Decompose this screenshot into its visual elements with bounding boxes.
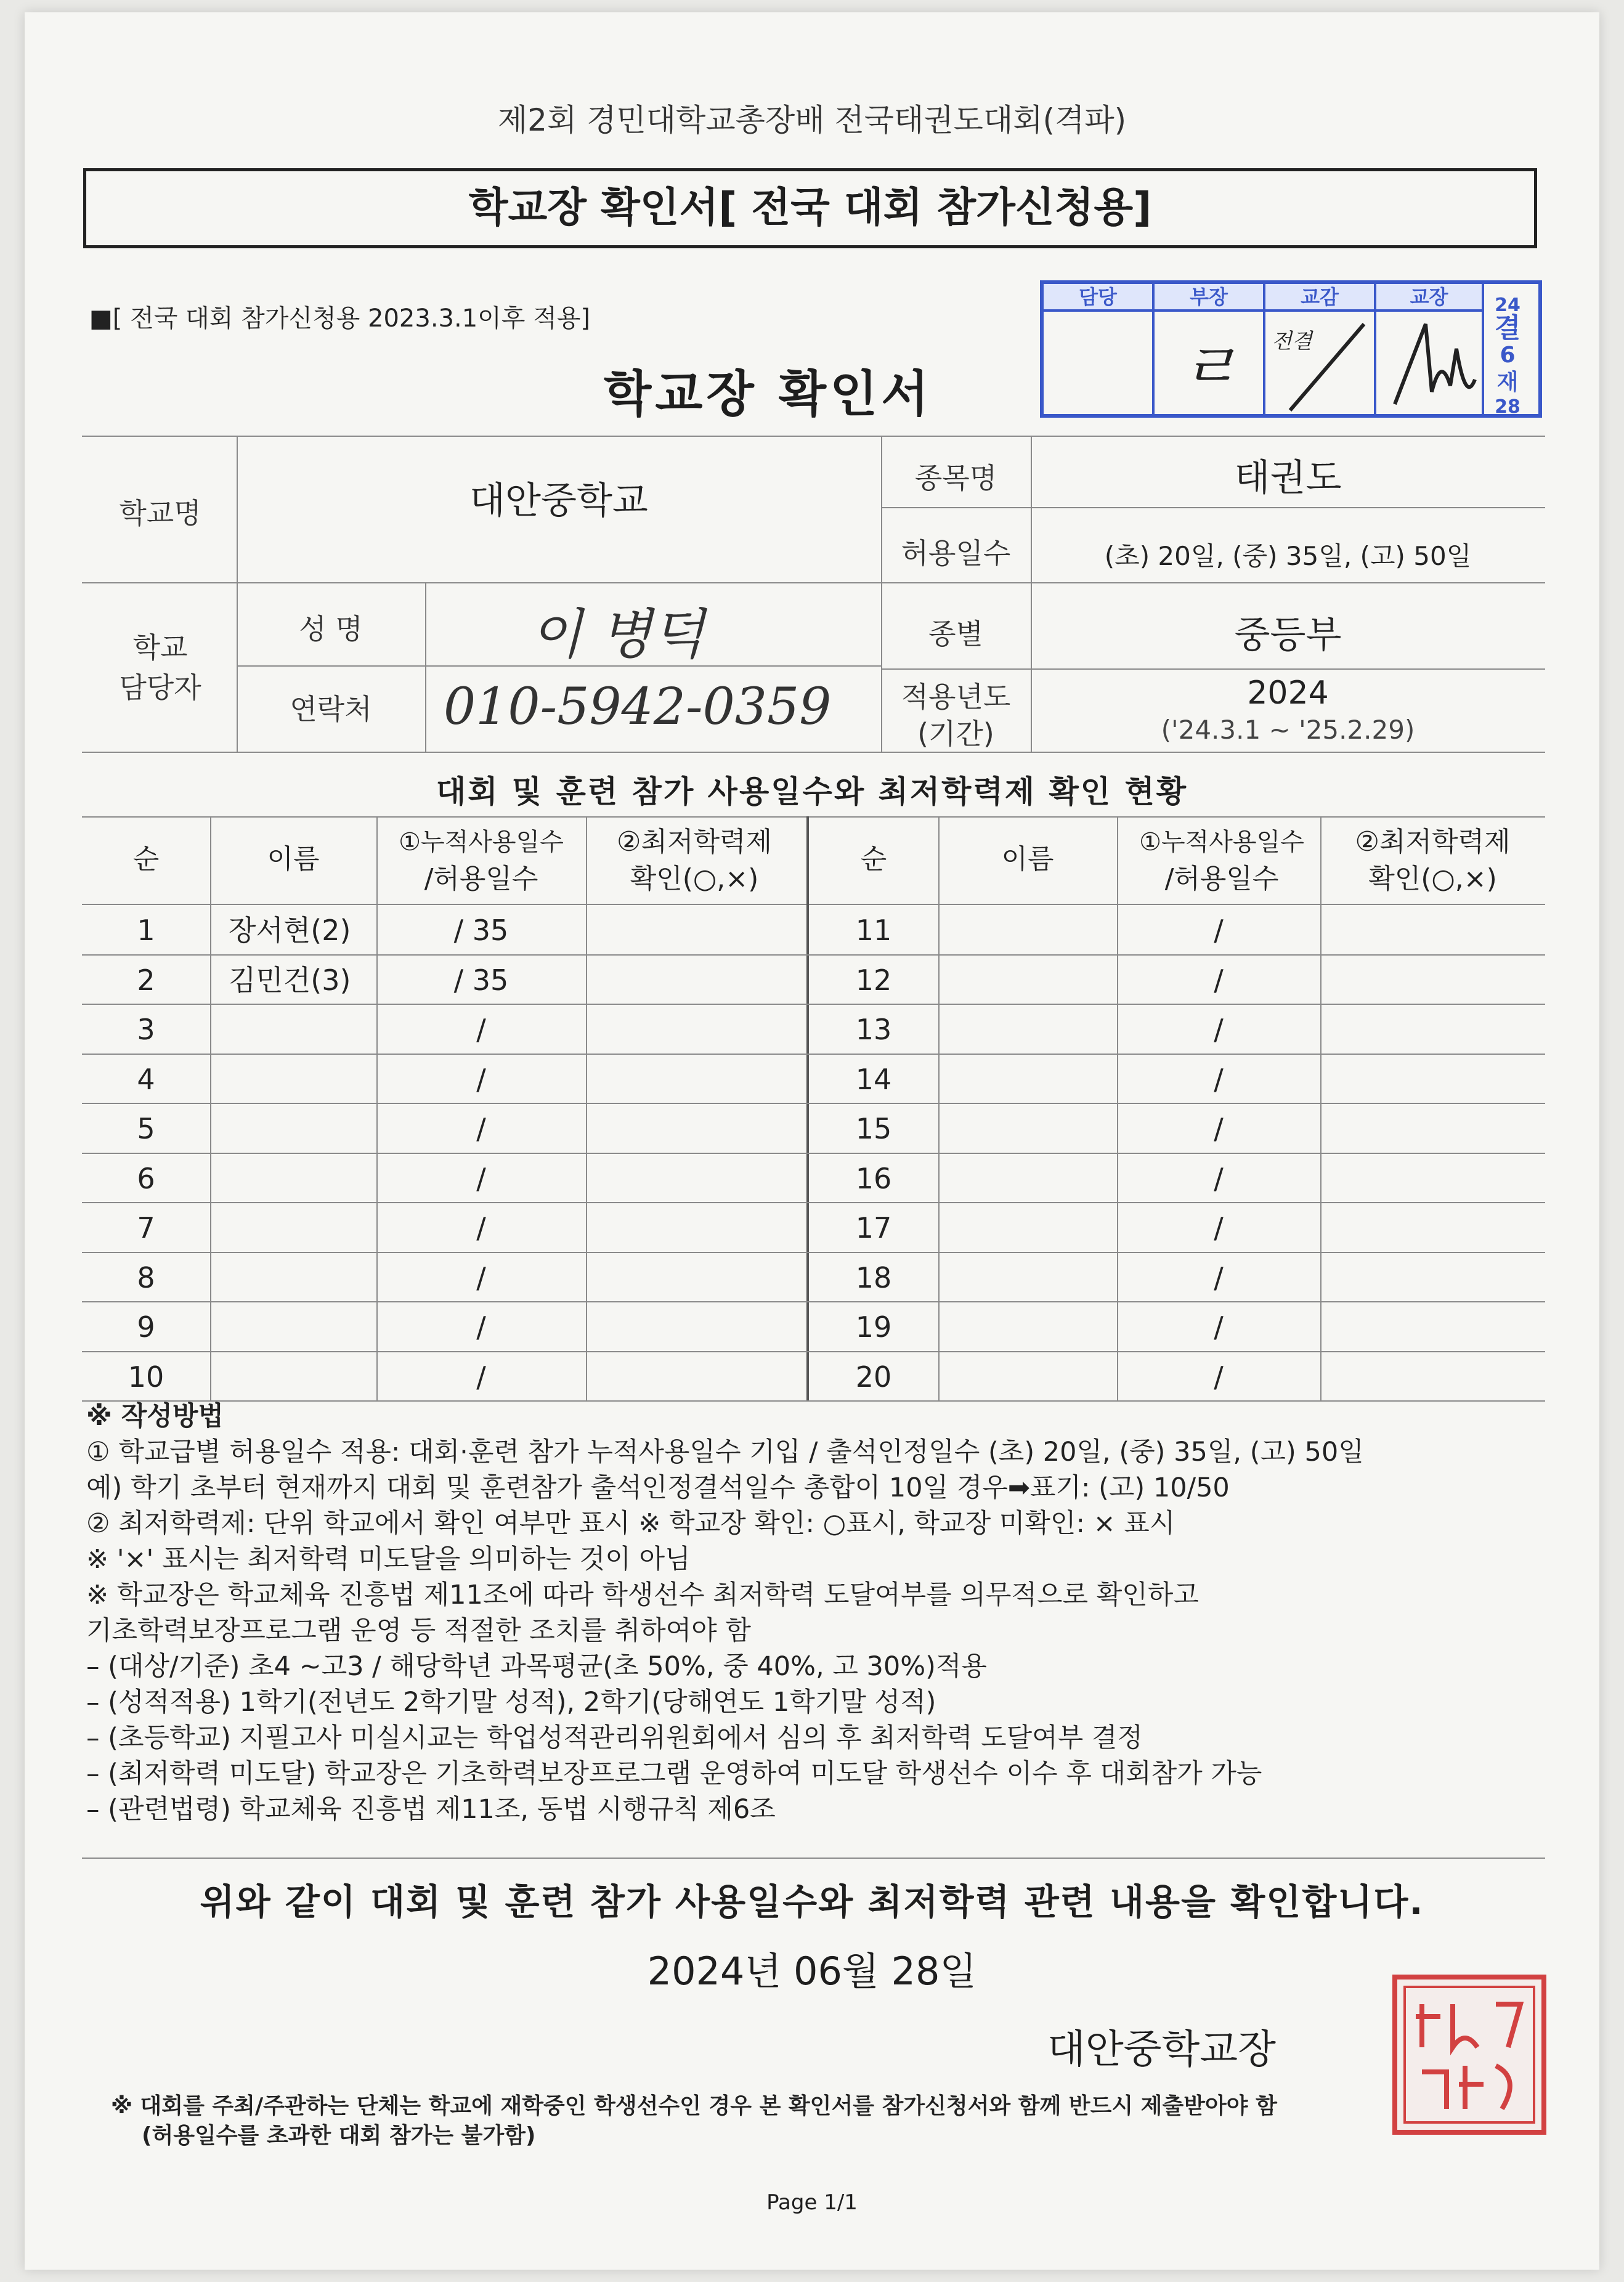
info-border-bottom <box>82 752 1545 753</box>
instruction-line: – (최저학력 미도달) 학교장은 기초학력보장프로그램 운영하여 미도달 학생선수 이수 후 대회참가 가능 <box>86 1758 1262 1789</box>
row-number: 7 <box>137 1211 155 1245</box>
row-number: 8 <box>137 1261 155 1294</box>
student-name: 김민건(3) <box>229 963 351 997</box>
grid-header-bottom <box>82 904 1545 905</box>
header-days-left-2: /허용일수 <box>424 863 538 895</box>
manager-label-2: 담당자 <box>119 671 201 704</box>
stamp-cell-principal <box>1376 312 1484 414</box>
category-label: 종별 <box>928 617 983 651</box>
signature-stroke <box>1284 318 1370 416</box>
stamp-year: 24 <box>1495 294 1520 316</box>
days-used: / <box>1214 1062 1224 1096</box>
days-used: / <box>1214 1112 1224 1145</box>
grid-vline <box>586 816 587 1402</box>
days-used: / <box>1214 1013 1224 1046</box>
row-number: 11 <box>855 914 892 947</box>
row-number: 6 <box>137 1161 155 1195</box>
days-used: / 35 <box>453 963 509 997</box>
allowed-days-label: 허용일수 <box>901 537 1011 570</box>
header-check-right-1: ②최저학력제 <box>1355 826 1511 858</box>
table-row-line <box>82 1301 1545 1302</box>
sport-label: 종목명 <box>914 461 997 495</box>
contact-label: 연락처 <box>290 692 372 726</box>
row-number: 3 <box>137 1013 155 1046</box>
stamp-header-principal: 교장 <box>1376 284 1484 312</box>
header-no-right: 순 <box>860 843 887 875</box>
signature-principal <box>1382 312 1481 416</box>
header-name-left: 이름 <box>267 843 320 875</box>
stamp-side-1: 결 <box>1494 312 1521 344</box>
info-line <box>82 582 1545 583</box>
category-value: 중등부 <box>1234 614 1342 657</box>
days-used: / <box>476 1112 486 1145</box>
stamp-side-date <box>1477 284 1538 418</box>
instruction-line: 예) 학기 초부터 현재까지 대회 및 훈련참가 출석인정결석일수 총합이 10일 경우➡표기: (고) 10/50 <box>86 1472 1230 1503</box>
row-number: 16 <box>855 1161 892 1195</box>
table-row-line <box>82 1153 1545 1154</box>
confirmation-statement: 위와 같이 대회 및 훈련 참가 사용일수와 최저학력 관련 내용을 확인합니다. <box>200 1881 1424 1923</box>
table-row-line <box>82 954 1545 956</box>
row-number: 20 <box>855 1360 892 1394</box>
year-label-2: (기간) <box>917 717 994 750</box>
header-days-right-1: ①누적사용일수 <box>1139 828 1304 856</box>
stamp-header-staff: 담당 <box>1044 284 1155 312</box>
days-used: / <box>1214 1261 1224 1294</box>
row-number: 12 <box>855 963 892 997</box>
stamp-header-vice: 교감 <box>1265 284 1376 312</box>
instruction-line: ※ '×' 표시는 최저학력 미도달을 의미하는 것이 아님 <box>86 1544 691 1575</box>
table-row-line <box>82 1004 1545 1005</box>
grid-vline <box>1320 816 1322 1402</box>
principal-seal <box>1392 1975 1546 2135</box>
days-used: / <box>476 1062 486 1096</box>
instruction-line: – (관련법령) 학교체육 진흥법 제11조, 동법 시행규칙 제6조 <box>86 1794 776 1825</box>
contact-handwritten: 010-5942-0359 <box>444 678 832 736</box>
notes-divider <box>82 1858 1545 1859</box>
instructions <box>86 1399 1553 1827</box>
instruction-line: – (대상/기준) 초4 ~고3 / 해당학년 과목평균(초 50%, 중 40%, 고 30%)적용 <box>86 1651 987 1682</box>
row-number: 2 <box>137 963 155 997</box>
info-line <box>881 507 1545 508</box>
footnote-line-2: (허용일수를 초과한 대회 참가는 불가함) <box>142 2123 536 2148</box>
header-name-right: 이름 <box>1001 843 1054 875</box>
days-used: / <box>476 1013 486 1046</box>
days-used: / 35 <box>453 914 509 947</box>
row-number: 17 <box>855 1211 892 1245</box>
row-number: 19 <box>855 1310 892 1344</box>
row-number: 18 <box>855 1261 892 1294</box>
school-name-label: 학교명 <box>119 497 201 530</box>
info-vline <box>425 582 426 752</box>
section-title: 대회 및 훈련 참가 사용일수와 최저학력제 확인 현황 <box>436 774 1188 810</box>
days-used: / <box>476 1360 486 1394</box>
year-value: 2024 <box>1247 675 1329 712</box>
instructions-heading: ※ 작성방법 <box>86 1401 224 1432</box>
days-used: / <box>1214 1310 1224 1344</box>
manager-label-1: 학교 <box>132 631 188 664</box>
main-title: 학교장 확인서 <box>604 365 933 423</box>
stamp-cell-head <box>1155 312 1265 414</box>
allowed-days-value: (초) 20일, (중) 35일, (고) 50일 <box>1104 541 1472 571</box>
instruction-line: 기초학력보장프로그램 운영 등 적절한 조치를 취하여야 함 <box>86 1615 751 1646</box>
stamp-cell-vice <box>1265 312 1376 414</box>
approval-stamp <box>1040 280 1542 418</box>
usage-note: ■[ 전국 대회 참가신청용 2023.3.1이후 적용] <box>89 304 591 333</box>
school-name-value: 대안중학교 <box>469 479 648 522</box>
days-used: / <box>1214 963 1224 997</box>
instruction-line: – (성적적용) 1학기(전년도 2학기말 성적), 2학기(당해연도 1학기말 성적) <box>86 1687 936 1718</box>
footnote <box>111 2092 1277 2151</box>
days-used: / <box>1214 1161 1224 1195</box>
header-no-left: 순 <box>132 843 160 875</box>
signing-date: 2024년 06월 28일 <box>647 1949 977 1994</box>
page-number: Page 1/1 <box>766 2190 858 2215</box>
header-check-left-1: ②최저학력제 <box>617 826 772 858</box>
grid-vline <box>938 816 940 1402</box>
days-used: / <box>476 1261 486 1294</box>
days-used: / <box>476 1211 486 1245</box>
period-value: ('24.3.1 ~ '25.2.29) <box>1161 715 1415 745</box>
event-title: 제2회 경민대학교총장배 전국태권도대회(격파) <box>497 102 1127 138</box>
days-used: / <box>1214 914 1224 947</box>
row-number: 14 <box>855 1062 892 1096</box>
row-number: 5 <box>137 1112 155 1145</box>
table-row-line <box>82 1252 1545 1253</box>
stamp-header-head: 부장 <box>1155 284 1265 312</box>
year-label-1: 적용년도 <box>901 680 1011 713</box>
grid-vline <box>210 816 211 1402</box>
table-row-line <box>82 1103 1545 1104</box>
seal-mark <box>1397 1979 1541 2130</box>
header-days-right-2: /허용일수 <box>1164 863 1279 895</box>
name-label: 성 명 <box>299 612 363 646</box>
footnote-line-1: ※ 대회를 주최/주관하는 단체는 학교에 재학중인 학생선수인 경우 본 확인서를 참가신청서와 함께 반드시 제출받아야 함 <box>111 2093 1277 2119</box>
manager-name-handwritten: 이 병덕 <box>530 603 704 666</box>
row-number: 13 <box>855 1013 892 1046</box>
grid-top <box>82 816 1545 818</box>
header-check-left-2: 확인(○,×) <box>630 863 759 895</box>
days-used: / <box>1214 1211 1224 1245</box>
header-check-right-2: 확인(○,×) <box>1368 863 1497 895</box>
table-row-line <box>82 1054 1545 1055</box>
sport-value: 태권도 <box>1234 457 1342 500</box>
days-used: / <box>476 1161 486 1195</box>
signature-head: ㄹ <box>1179 331 1239 404</box>
instruction-line: – (초등학교) 지필고사 미실시교는 학업성적관리위원회에서 심의 후 최저학력 도달여부 결정 <box>86 1723 1143 1753</box>
days-used: / <box>476 1310 486 1344</box>
stamp-side-3: 재 <box>1496 370 1519 395</box>
row-number: 4 <box>137 1062 155 1096</box>
days-used: / <box>1214 1360 1224 1394</box>
row-number: 15 <box>855 1112 892 1145</box>
instruction-line: ① 학교급별 허용일수 적용: 대회·훈련 참가 누적사용일수 기입 / 출석인정일수 (초) 20일, (중) 35일, (고) 50일 <box>86 1437 1364 1468</box>
participants-table <box>82 816 1545 1402</box>
form-title-box: 학교장 확인서[ 전국 대회 참가신청용] <box>83 168 1537 248</box>
stamp-side-4: 28 <box>1495 396 1520 418</box>
signature-vice: 전결 <box>1272 329 1312 354</box>
info-line <box>881 668 1545 670</box>
student-name: 장서현(2) <box>229 914 351 947</box>
table-row-line <box>82 1202 1545 1203</box>
row-number: 9 <box>137 1310 155 1344</box>
table-row-line <box>82 1351 1545 1352</box>
stamp-side-2: 6 <box>1500 343 1516 368</box>
instruction-line: ※ 학교장은 학교체육 진흥법 제11조에 따라 학생선수 최저학력 도달여부를 의무적으로 확인하고 <box>86 1580 1199 1610</box>
stamp-cell-staff <box>1044 312 1155 414</box>
header-days-left-1: ①누적사용일수 <box>399 828 564 856</box>
instruction-line: ② 최저학력제: 단위 학교에서 확인 여부만 표시 ※ 학교장 확인: ○표시, 학교장 미확인: × 표시 <box>86 1508 1175 1539</box>
info-border-top <box>82 436 1545 437</box>
principal-title: 대안중학교장 <box>1047 2027 1276 2073</box>
row-number: 1 <box>137 914 155 947</box>
row-number: 10 <box>128 1360 164 1394</box>
